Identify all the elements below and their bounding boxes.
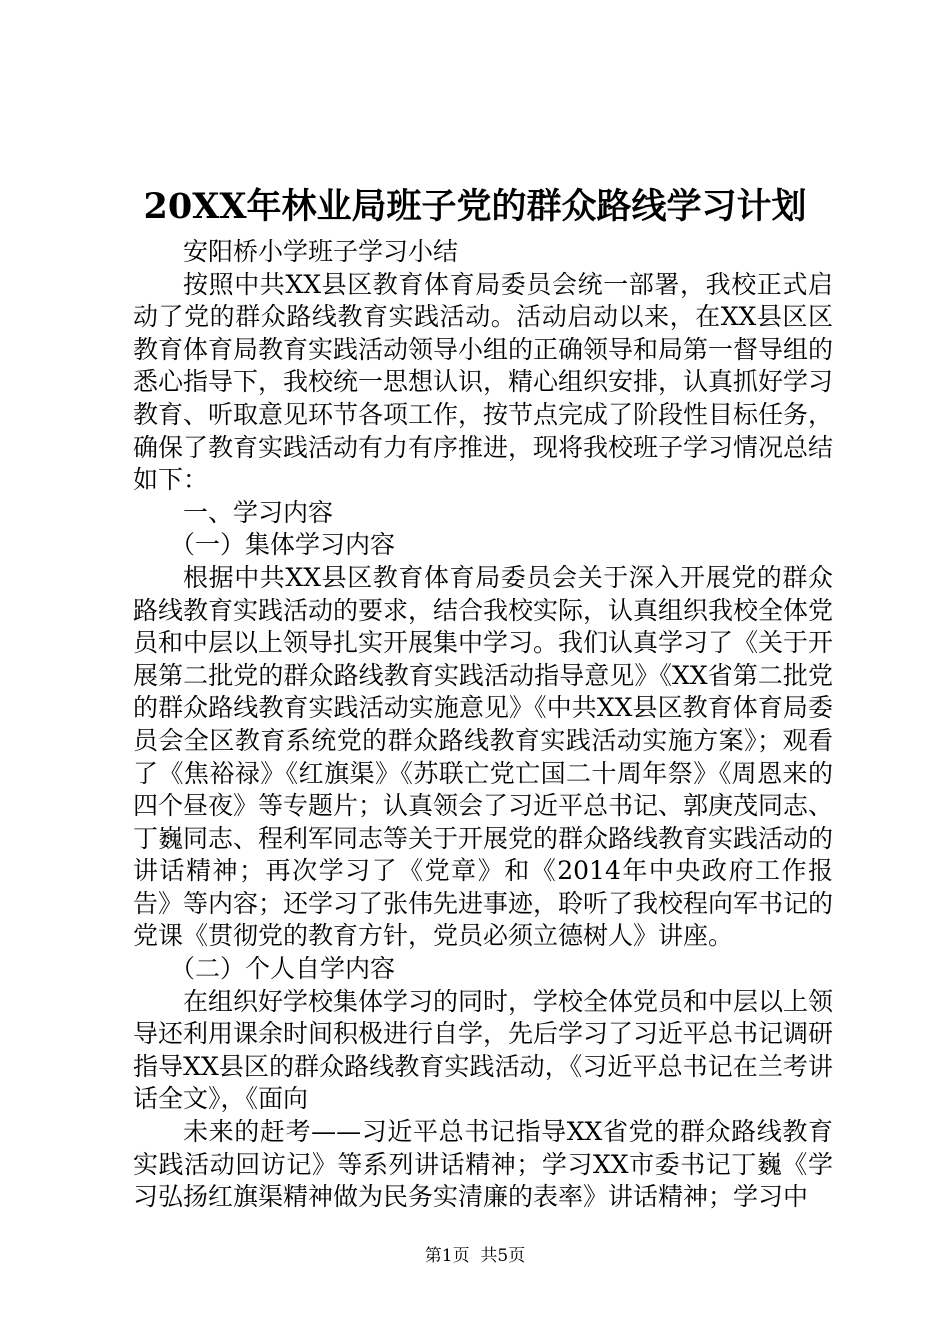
subsection-heading-self-study: （二）个人自学内容 [170,954,396,984]
page-footer [0,1244,950,1268]
document-title: 20XX年林业局班子党的群众路线学习计划 [143,186,807,227]
paragraph-collective-study: 根据中共XX县区教育体育局委员会关于深入开展党的群众路线教育实践活动的要求，结合我校实际，认真组织我校全体党员和中层以上领导扎实开展集中学习。我们认真学习了《关于开展第二批党的群众路线教育实践活动指导意见》《XX省第二批党的群众路线教育实践活动实施意见》《中共XX县区教育体育局委员会全区教育系统党的群众路线教育实践活动实施方案》；观看了《焦裕禄》《红旗渠》《苏联亡党亡国二十周年祭》《周恩来的四个昼夜》等专题片；认真领会了习近平总书记、郭庚茂同志、丁巍同志、程利军同志等关于开展党的群众路线教育实践活动的讲话精神；再次学习了《党章》和《2014年中央政府工作报告》等内容；还学习了张伟先进事迹，聆听了我校程向军书记的党课《贯彻党的教育方针，党员必须立德树人》讲座。 [133,562,834,951]
paragraph-self-study: 在组织好学校集体学习的同时，学校全体党员和中层以上领导还利用课余时间积极进行自学，先后学习了习近平总书记调研指导XX县区的群众路线教育实践活动，《习近平总书记在兰考讲话全文》，《面向 [133,986,834,1114]
paragraph-subtitle: 安阳桥小学班子学习小结 [183,237,459,266]
document-body [133,236,833,1214]
paragraph-self-study-continued: 未来的赶考——习近平总书记指导XX省党的群众路线教育实践活动回访记》等系列讲话精神；学习XX市委书记丁巍《学习弘扬红旗渠精神做为民务实清廉的表率》讲话精神；学习中 [133,1117,833,1212]
paragraph-intro: 按照中共XX县区教育体育局委员会统一部署，我校正式启动了党的群众路线教育实践活动。活动启动以来，在XX县区区教育体育局教育实践活动领导小组的正确领导和局第一督导组的悉心指导下，我校统一思想认识，精心组织安排，认真抓好学习教育、听取意见环节各项工作，按节点完成了阶段性目标任务，确保了教育实践活动有力有序推进，现将我校班子学习情况总结如下： [133,269,834,495]
page-total: 共5页 [480,1246,526,1266]
page-number: 第1页 [424,1246,470,1266]
subsection-heading-collective-study: （一）集体学习内容 [170,530,396,560]
section-heading-study-content: 一、学习内容 [183,497,334,527]
